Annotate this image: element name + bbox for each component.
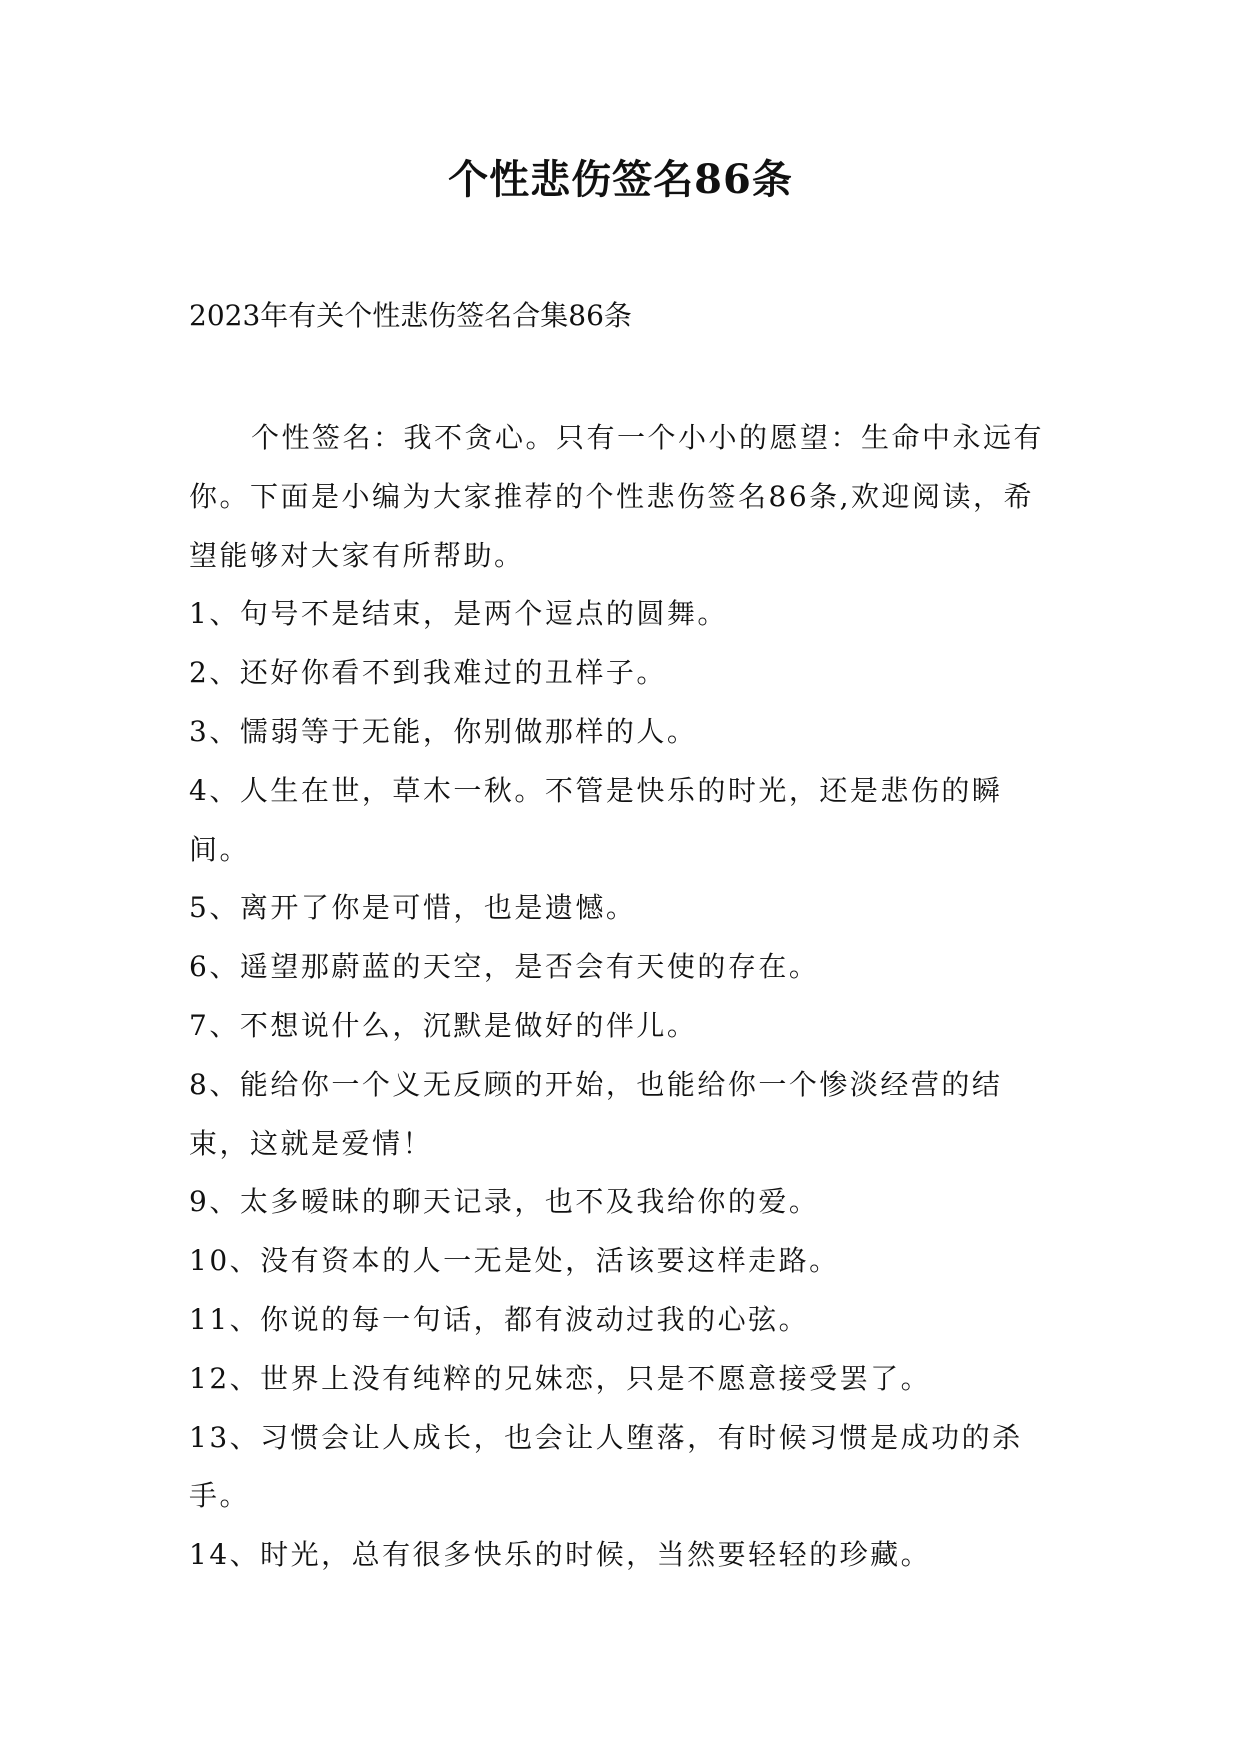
list-item: 13、习惯会让人成长，也会让人堕落，有时候习惯是成功的杀手。	[189, 1420, 1023, 1513]
intro-paragraph: 个性签名：我不贪心。只有一个小小的愿望：生命中永远有你。下面是小编为大家推荐的个性悲伤签名86条,欢迎阅读，希望能够对大家有所帮助。	[189, 421, 1045, 572]
list-item: 7、不想说什么，沉默是做好的伴儿。	[189, 1008, 698, 1042]
list-item: 14、时光，总有很多快乐的时候，当然要轻轻的珍藏。	[189, 1538, 932, 1572]
list-item: 12、世界上没有纯粹的兄妹恋，只是不愿意接受罢了。	[189, 1361, 932, 1395]
list-item: 9、太多暧昧的聊天记录，也不及我给你的爱。	[189, 1185, 820, 1219]
list-item: 8、能给你一个义无反顾的开始，也能给你一个惨淡经营的结束，这就是爱情！	[189, 1067, 1003, 1160]
document-subtitle: 2023年有关个性悲伤签名合集86条	[189, 299, 632, 332]
list-item: 10、没有资本的人一无是处，活该要这样走路。	[189, 1244, 840, 1278]
list-item: 2、还好你看不到我难过的丑样子。	[189, 656, 667, 690]
document-body	[189, 409, 1055, 1585]
list-item: 4、人生在世，草木一秋。不管是快乐的时光，还是悲伤的瞬间。	[189, 773, 1003, 866]
list-item: 6、遥望那蔚蓝的天空，是否会有天使的存在。	[189, 950, 820, 984]
document-title: 个性悲伤签名86条	[448, 156, 793, 203]
list-item: 5、离开了你是可惜，也是遗憾。	[189, 891, 637, 925]
list-item: 3、懦弱等于无能，你别做那样的人。	[189, 714, 698, 748]
list-item: 11、你说的每一句话，都有波动过我的心弦。	[189, 1302, 810, 1336]
list-item: 1、句号不是结束，是两个逗点的圆舞。	[189, 597, 728, 631]
